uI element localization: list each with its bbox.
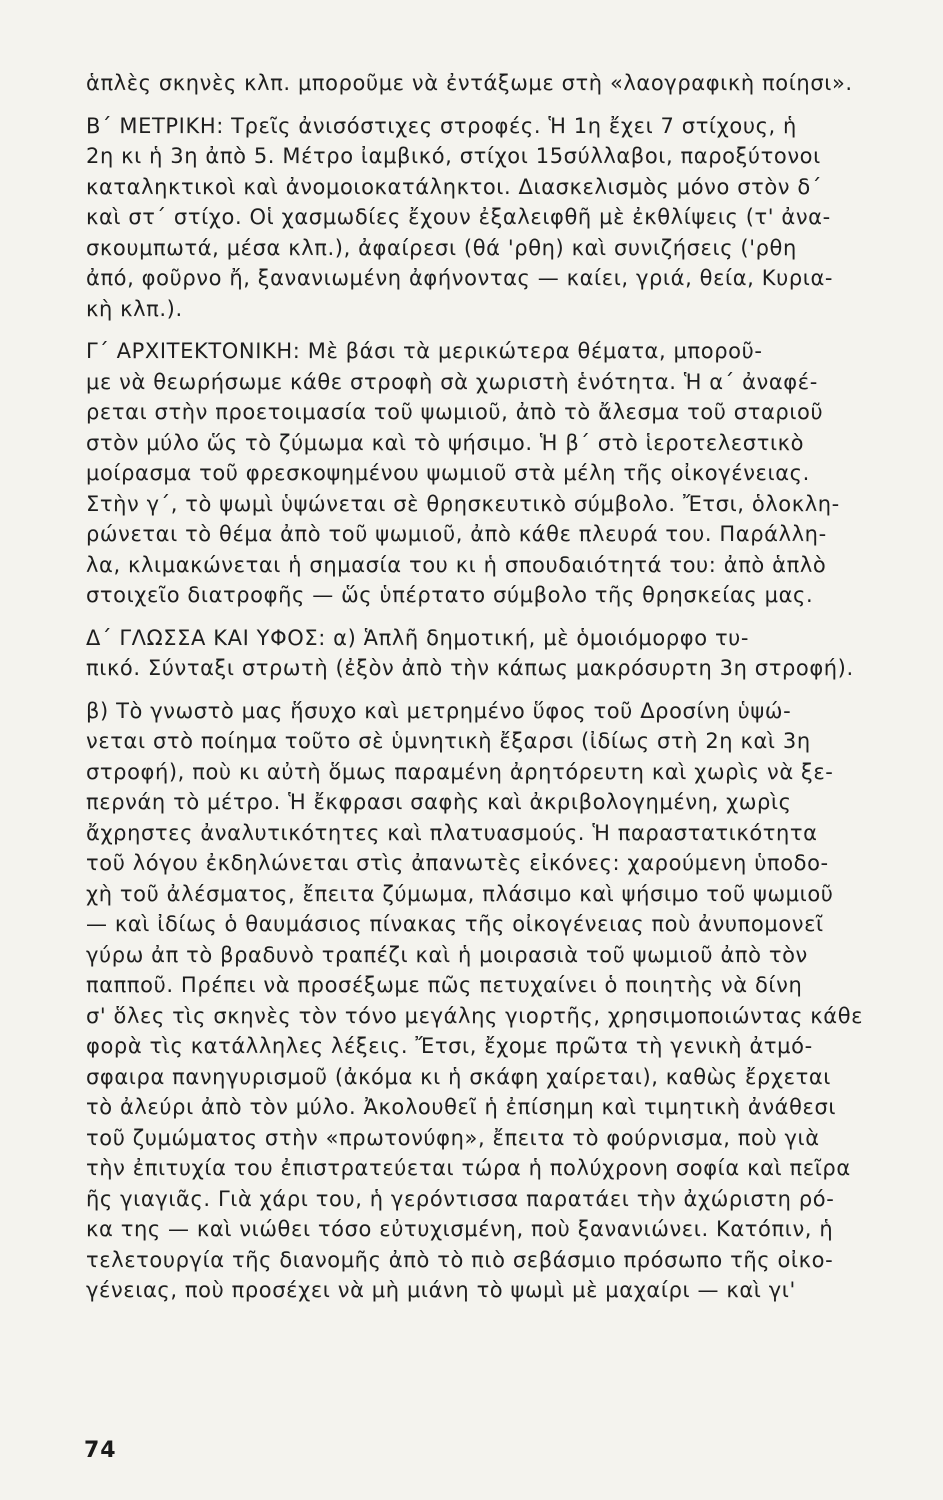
- text-line: Στὴν γ΄, τὸ ψωμὶ ὑψώνεται σὲ θρησκευτικὸ σύμβολο. Ἔτσι, ὁλοκλη-: [86, 491, 840, 516]
- text-line: — καὶ ἰδίως ὁ θαυμάσιος πίνακας τῆς οἰκογένειας ποὺ ἀνυπομονεῖ: [86, 912, 824, 936]
- text-line: β) Τὸ γνωστὸ μας ἥσυχο καὶ μετρημένο ὕφος τοῦ Δροσίνη ὑψώ-: [86, 698, 792, 723]
- text-line: ἄχρηστες ἀναλυτικότητες καὶ πλατυασμούς. Ἡ παραστατικότητα: [86, 820, 818, 845]
- text-line: Β΄ ΜΕΤΡΙΚΗ: Τρεῖς ἀνισόστιχες στροφές. Ἡ 1η ἔχει 7 στίχους, ἡ: [86, 113, 797, 138]
- text-line: καταληκτικοὶ καὶ ἀνομοιοκατάληκτοι. Διασκελισμὸς μόνο στὸν δ΄: [86, 174, 822, 199]
- text-line: τοῦ ζυμώματος στὴν «πρωτονύφη», ἔπειτα τὸ φούρνισμα, ποὺ γιὰ: [86, 1125, 820, 1150]
- text-line: τοῦ λόγου ἐκδηλώνεται στὶς ἀπανωτὲς εἰκόνες: χαρούμενη ὑποδο-: [86, 851, 829, 875]
- text-line: στὸν μύλο ὥς τὸ ζύμωμα καὶ τὸ ψήσιμο. Ἡ β΄ στὸ ἱεροτελεστικὸ: [86, 430, 805, 455]
- paragraph-gap: [86, 611, 916, 623]
- paragraph-gap: [86, 684, 916, 696]
- text-line: ρώνεται τὸ θέμα ἀπὸ τοῦ ψωμιοῦ, ἀπὸ κάθε πλευρά του. Παράλλη-: [86, 522, 827, 546]
- text-line: μοίρασμα τοῦ φρεσκοψημένου ψωμιοῦ στὰ μέλη τῆς οἰκογένειας.: [86, 461, 810, 485]
- text-line: τὴν ἐπιτυχία του ἐπιστρατεύεται τώρα ἡ πολύχρονη σοφία καὶ πεῖρα: [86, 1156, 851, 1180]
- paragraph: [86, 68, 916, 99]
- text-line: περνάη τὸ μέτρο. Ἡ ἔκφρασι σαφὴς καὶ ἀκριβολογημένη, χωρὶς: [86, 790, 792, 814]
- text-line: χὴ τοῦ ἀλέσματος, ἔπειτα ζύμωμα, πλάσιμο καὶ ψήσιμο τοῦ ψωμιοῦ: [86, 881, 834, 906]
- text-line: παπποῦ. Πρέπει νὰ προσέξωμε πῶς πετυχαίνει ὁ ποιητὴς νὰ δίνη: [86, 973, 803, 997]
- text-line: Δ΄ ΓΛΩΣΣΑ ΚΑΙ ΥΦΟΣ: α) Ἁπλῆ δημοτική, μὲ ὁμοιόμορφο τυ-: [86, 625, 750, 650]
- paragraph: [86, 623, 916, 684]
- text-line: σ' ὅλες τὶς σκηνὲς τὸν τόνο μεγάλης γιορτῆς, χρησιμοποιώντας κάθε: [86, 1003, 864, 1028]
- text-line: κα της — καὶ νιώθει τόσο εὐτυχισμένη, ποὺ ξανανιώνει. Κατόπιν, ἡ: [86, 1217, 834, 1241]
- text-line: λα, κλιμακώνεται ἡ σημασία του κι ἡ σπουδαιότητά του: ἀπὸ ἁπλὸ: [86, 552, 827, 577]
- text-line: ἁπλὲς σκηνὲς κλπ. μποροῦμε νὰ ἐντάξωμε στὴ «λαογραφικὴ ποίησι».: [86, 71, 853, 95]
- text-line: γένειας, ποὺ προσέχει νὰ μὴ μιάνη τὸ ψωμὶ μὲ μαχαίρι — καὶ γι': [86, 1278, 796, 1302]
- text-line: φορὰ τὶς κατάλληλες λέξεις. Ἔτσι, ἔχομε πρῶτα τὴ γενικὴ ἀτμό-: [86, 1034, 813, 1058]
- text-line: ρεται στὴν προετοιμασία τοῦ ψωμιοῦ, ἀπὸ τὸ ἄλεσμα τοῦ σταριοῦ: [86, 400, 824, 424]
- page-body-text: [86, 68, 916, 1306]
- text-line: Γ΄ ΑΡΧΙΤΕΚΤΟΝΙΚΗ: Μὲ βάσι τὰ μερικώτερα θέματα, μποροῦ-: [86, 339, 763, 363]
- paragraph: [86, 696, 916, 1306]
- paragraph-gap: [86, 99, 916, 111]
- text-line: 2η κι ἡ 3η ἀπὸ 5. Μέτρο ἰαμβικό, στίχοι 15σύλλαβοι, παροξύτονοι: [86, 144, 821, 168]
- text-line: τὸ ἀλεύρι ἀπὸ τὸν μύλο. Ἀκολουθεῖ ἡ ἐπίσημη καὶ τιμητικὴ ἀνάθεσι: [86, 1095, 837, 1119]
- text-line: με νὰ θεωρήσωμε κάθε στροφὴ σὰ χωριστὴ ἑνότητα. Ἡ α΄ ἀναφέ-: [86, 369, 818, 394]
- text-line: ῆς γιαγιᾶς. Γιὰ χάρι του, ἡ γερόντισσα παρατάει τὴν ἀχώριστη ρό-: [86, 1186, 835, 1211]
- page-number: 74: [84, 1438, 117, 1463]
- text-line: σκουμπωτά, μέσα κλπ.), ἀφαίρεσι (θά 'ρθη) καὶ συνιζήσεις ('ρθη: [86, 235, 797, 260]
- text-line: πικό. Σύνταξι στρωτὴ (ἐξὸν ἀπὸ τὴν κάπως μακρόσυρτη 3η στροφή).: [86, 656, 854, 680]
- text-line: στοιχεῖο διατροφῆς — ὥς ὑπέρτατο σύμβολο τῆς θρησκείας μας.: [86, 583, 814, 607]
- text-line: στροφή), ποὺ κι αὐτὴ ὅμως παραμένη ἀρητόρευτη καὶ χωρὶς νὰ ξε-: [86, 759, 834, 784]
- text-line: καὶ στ΄ στίχο. Οἱ χασμωδίες ἔχουν ἐξαλειφθῆ μὲ ἐκθλίψεις (τ' ἀνα-: [86, 205, 831, 229]
- text-line: σφαιρα πανηγυρισμοῦ (ἀκόμα κι ἡ σκάφη χαίρεται), καθὼς ἔρχεται: [86, 1064, 831, 1089]
- text-line: τελετουργία τῆς διανομῆς ἀπὸ τὸ πιὸ σεβάσμιο πρόσωπο τῆς οἰκο-: [86, 1247, 834, 1272]
- paragraph-gap: [86, 324, 916, 336]
- text-line: νεται στὸ ποίημα τοῦτο σὲ ὑμνητικὴ ἔξαρσι (ἰδίως στὴ 2η καὶ 3η: [86, 729, 811, 753]
- paragraph: [86, 111, 916, 325]
- text-line: ἀπό, φοῦρνο ἤ, ξανανιωμένη ἀφήνοντας — καίει, γριά, θεία, Κυρια-: [86, 266, 834, 290]
- text-line: κὴ κλπ.).: [86, 296, 183, 321]
- text-line: γύρω ἀπ τὸ βραδυνὸ τραπέζι καὶ ἡ μοιρασιὰ τοῦ ψωμιοῦ ἀπὸ τὸν: [86, 942, 808, 967]
- paragraph: [86, 336, 916, 611]
